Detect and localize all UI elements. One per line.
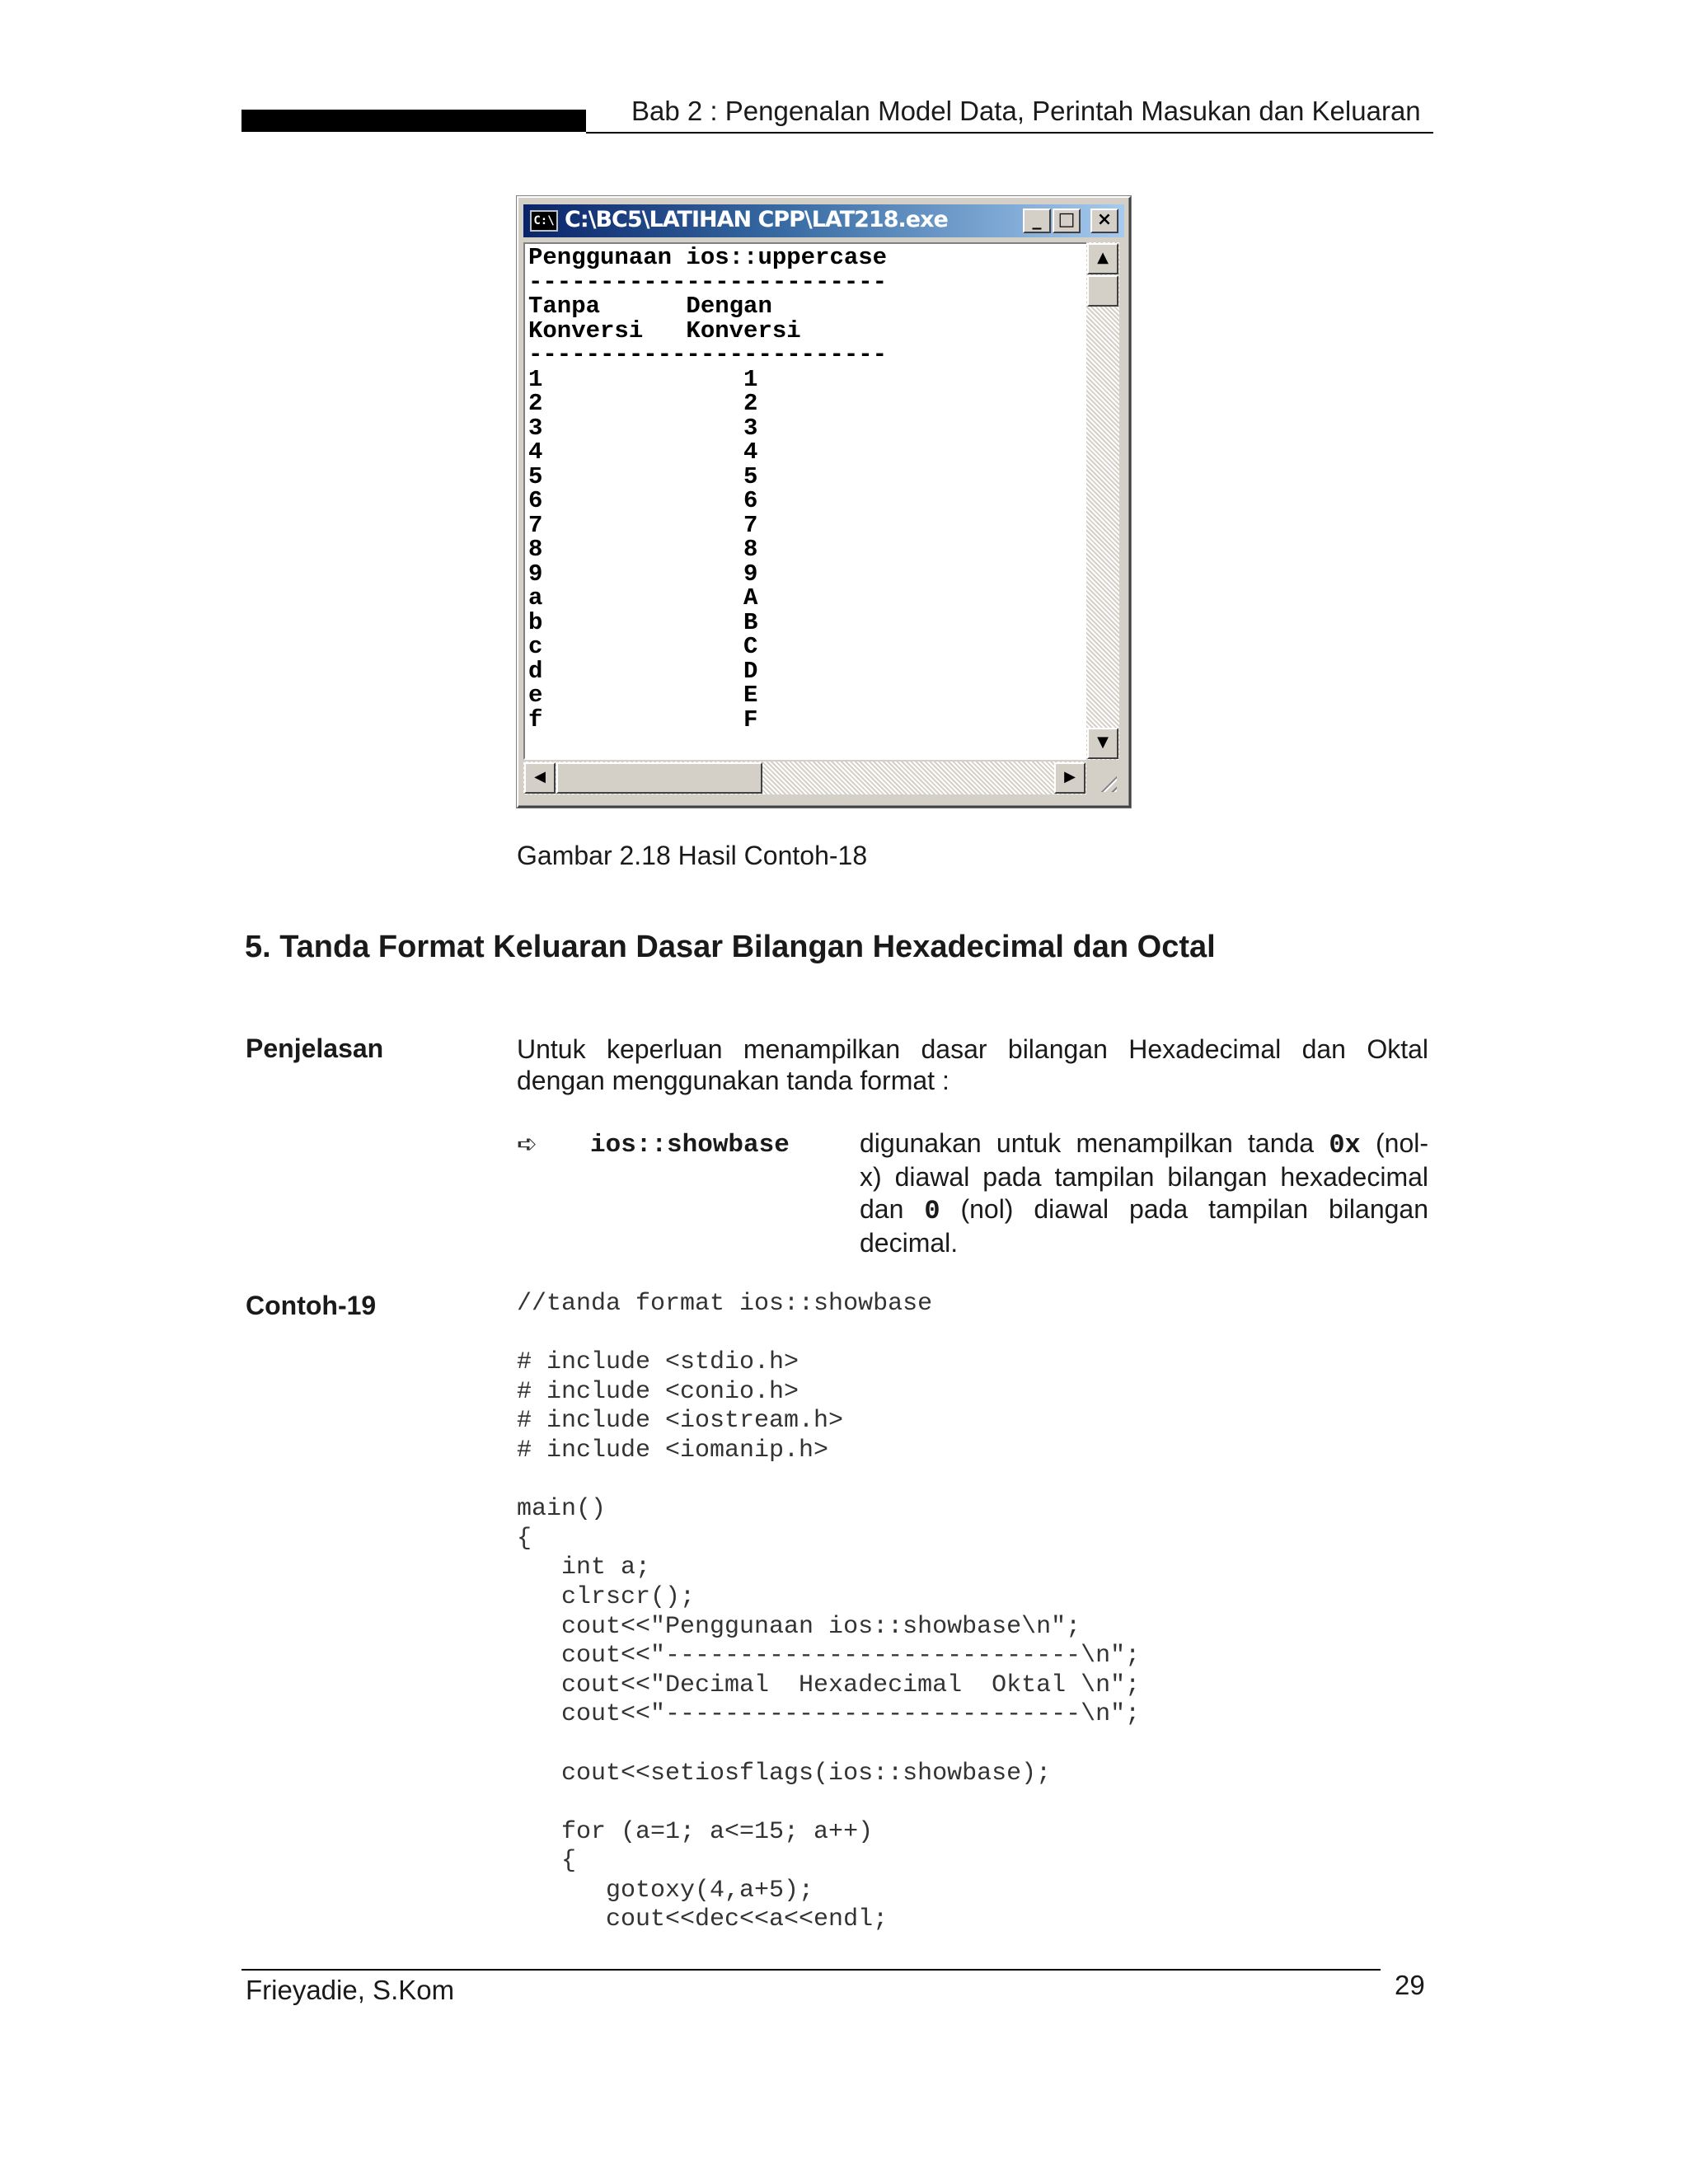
console-line: 3 3	[528, 414, 758, 442]
console-line: Konversi Konversi	[528, 316, 801, 344]
scroll-left-button[interactable]: ◀	[524, 762, 556, 794]
console-line: c C	[528, 633, 758, 660]
console-titlebar[interactable]	[523, 204, 1124, 237]
contoh-label: Contoh-19	[246, 1291, 377, 1320]
code-listing	[517, 1290, 1140, 1935]
code-line: cout<<"----------------------------\n";	[517, 1642, 1141, 1671]
code-line: cout<<"Decimal Hexadecimal Oktal \n";	[517, 1671, 1141, 1699]
console-line: -------------------------	[528, 341, 888, 368]
desc-text: (nol) diawal pada tampilan bilangan	[940, 1194, 1428, 1224]
console-line: a A	[528, 584, 758, 612]
horizontal-scrollbar[interactable]	[523, 762, 1086, 794]
code-line: # include <conio.h>	[517, 1377, 799, 1406]
penjelasan-paragraph	[517, 1033, 1428, 1096]
code-line	[517, 1730, 1140, 1760]
console-window	[517, 196, 1131, 808]
console-line: 8 8	[528, 536, 758, 563]
scroll-down-button[interactable]: ▼	[1087, 728, 1118, 759]
maximize-button[interactable]: □	[1053, 209, 1081, 233]
console-line: f F	[528, 705, 758, 733]
code-line: {	[517, 1524, 532, 1553]
code-line: //tanda format ios::showbase	[517, 1290, 933, 1318]
code-line: for (a=1; a<=15; a++)	[517, 1817, 874, 1846]
code-0x: 0x	[1329, 1130, 1361, 1160]
code-line	[517, 1788, 1140, 1818]
console-app-icon: C:\	[530, 210, 558, 232]
console-line: 4 4	[528, 438, 758, 466]
bullet-arrow-icon: ➪	[517, 1130, 538, 1159]
horizontal-scroll-thumb[interactable]	[556, 762, 762, 794]
console-line: d D	[528, 657, 758, 685]
code-line: # include <iostream.h>	[517, 1407, 844, 1436]
console-line: b B	[528, 608, 758, 636]
scroll-right-button[interactable]: ▶	[1054, 762, 1085, 794]
console-title: C:\BC5\LATIHAN CPP\LAT218.exe	[565, 207, 948, 232]
console-line: e E	[528, 682, 758, 709]
console-line: 9 9	[528, 560, 758, 588]
code-line: int a;	[517, 1554, 651, 1582]
console-line: 7 7	[528, 511, 758, 539]
console-line: 1 1	[528, 365, 758, 393]
code-line: cout<<dec<<a<<endl;	[517, 1905, 889, 1934]
code-line: # include <iomanip.h>	[517, 1436, 829, 1465]
desc-text: (nol-	[1360, 1128, 1429, 1158]
console-line: 6 6	[528, 487, 758, 514]
desc-line-3	[860, 1193, 1428, 1227]
header-rule	[586, 132, 1433, 134]
desc-line-1	[860, 1127, 1428, 1161]
desc-text: digunakan untuk menampilkan tanda	[860, 1128, 1329, 1158]
scroll-up-button[interactable]: ▲	[1087, 243, 1118, 274]
footer-author: Frieyadie, S.Kom	[246, 1975, 455, 2005]
console-line: -------------------------	[528, 268, 888, 296]
console-line: 5 5	[528, 462, 758, 490]
desc-line-2: x) diawal pada tampilan bilangan hexadecimal	[860, 1162, 1428, 1192]
code-line: # include <stdio.h>	[517, 1348, 799, 1377]
figure-caption: Gambar 2.18 Hasil Contoh-18	[517, 841, 868, 870]
console-output	[528, 246, 887, 732]
vertical-scroll-thumb[interactable]	[1087, 275, 1118, 307]
vertical-scrollbar[interactable]	[1086, 242, 1119, 760]
page-number: 29	[1395, 1970, 1425, 2000]
code-line	[517, 1319, 1140, 1349]
console-line: Penggunaan ios::uppercase	[528, 244, 888, 271]
penjelasan-line-2: dengan menggunakan tanda format :	[517, 1066, 950, 1095]
code-line: cout<<setiosflags(ios::showbase);	[517, 1759, 1052, 1788]
minimize-button[interactable]: _	[1023, 209, 1051, 233]
code-0: 0	[924, 1196, 940, 1226]
code-line	[517, 1466, 1140, 1496]
desc-line-4: decimal.	[860, 1228, 959, 1258]
code-line: main()	[517, 1495, 607, 1524]
showbase-term: ios::showbase	[590, 1131, 790, 1160]
code-line: cout<<"Penggunaan ios::showbase\n";	[517, 1612, 1081, 1641]
close-button[interactable]: ×	[1090, 209, 1118, 233]
desc-text: dan	[860, 1194, 925, 1224]
section-heading: 5. Tanda Format Keluaran Dasar Bilangan Hexadecimal dan Octal	[245, 930, 1216, 964]
penjelasan-line-1: Untuk keperluan menampilkan dasar bilangan Hexadecimal dan Oktal	[517, 1034, 1428, 1064]
console-line: Tanpa Dengan	[528, 293, 772, 320]
resize-grip-icon[interactable]	[1086, 762, 1119, 794]
header-bar	[241, 110, 586, 132]
code-line: gotoxy(4,a+5);	[517, 1876, 814, 1905]
code-line: cout<<"----------------------------\n";	[517, 1700, 1141, 1729]
console-output-area	[523, 242, 1109, 760]
penjelasan-label: Penjelasan	[246, 1033, 384, 1063]
footer-rule	[241, 1969, 1381, 1971]
showbase-description	[860, 1127, 1428, 1259]
chapter-title: Bab 2 : Pengenalan Model Data, Perintah Masukan dan Keluaran	[631, 96, 1421, 126]
code-line: clrscr();	[517, 1582, 696, 1611]
console-line: 2 2	[528, 390, 758, 417]
code-line: {	[517, 1847, 577, 1876]
